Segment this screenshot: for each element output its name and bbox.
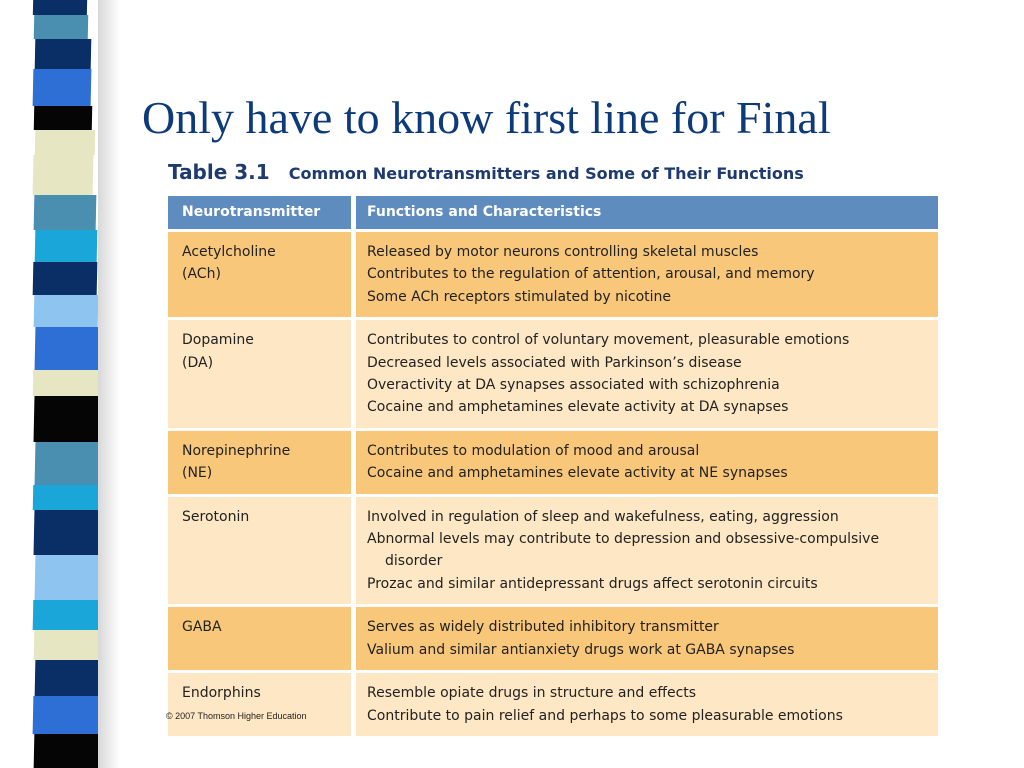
function-line: Serves as widely distributed inhibitory transmitter	[367, 619, 719, 636]
neurotransmitter-name-line: (DA)	[182, 354, 214, 371]
function-line: Decreased levels associated with Parkinson’s disease	[367, 354, 742, 371]
table-row	[168, 497, 938, 605]
function-line: Cocaine and amphetamines elevate activity at NE synapses	[367, 465, 788, 482]
table-caption	[168, 160, 804, 192]
stripe-block	[35, 39, 92, 69]
table-row	[168, 431, 938, 494]
stripe-block	[34, 195, 97, 230]
stripe-block	[35, 555, 108, 600]
neurotransmitter-name-line: Serotonin	[182, 508, 250, 525]
stripe-block	[33, 262, 98, 295]
table-row	[168, 320, 938, 428]
functions-cell	[356, 497, 938, 605]
function-line: Cocaine and amphetamines elevate activity at DA synapses	[367, 399, 789, 416]
stripe-block	[33, 0, 87, 15]
table-row	[168, 607, 938, 670]
function-line: Prozac and similar antidepressant drugs affect serotonin circuits	[367, 575, 818, 592]
slide-title: Only have to know first line for Final	[142, 92, 831, 143]
column-header-neurotransmitter: Neurotransmitter	[168, 196, 351, 229]
function-line: Contributes to modulation of mood and arousal	[367, 442, 700, 459]
neurotransmitter-name-line: (ACh)	[182, 266, 221, 283]
neurotransmitter-name-line: (NE)	[182, 465, 213, 482]
function-line: Abnormal levels may contribute to depression and obsessive-compulsive	[367, 531, 880, 548]
neurotransmitter-name-line: Acetylcholine	[182, 244, 276, 260]
stripe-block	[34, 396, 103, 442]
table-number: Table 3.1	[168, 160, 270, 184]
neurotransmitter-name-line: Norepinephrine	[182, 442, 291, 459]
stripe-block	[35, 230, 98, 262]
stripe-block	[34, 295, 99, 327]
column-header-functions: Functions and Characteristics	[356, 196, 938, 229]
functions-cell	[356, 320, 938, 428]
stripe-block	[34, 15, 89, 39]
function-line: Some ACh receptors stimulated by nicotine	[367, 288, 672, 305]
copyright-note: © 2007 Thomson Higher Education	[166, 711, 307, 721]
function-line: Contribute to pain relief and perhaps to some pleasurable emotions	[367, 707, 843, 724]
stripe-block	[33, 485, 104, 510]
neurotransmitter-name-cell	[168, 431, 351, 494]
stripe-block	[33, 600, 106, 630]
stripe-block	[33, 155, 94, 195]
stripe-block	[35, 130, 96, 155]
table-caption-text: Common Neurotransmitters and Some of Their Functions	[288, 164, 804, 183]
functions-cell	[356, 431, 938, 494]
function-line: Overactivity at DA synapses associated with schizophrenia	[367, 377, 780, 394]
functions-cell	[356, 607, 938, 670]
functions-cell	[356, 673, 938, 736]
neurotransmitter-name-cell	[168, 320, 351, 428]
function-line: Released by motor neurons controlling skeletal muscles	[367, 244, 759, 260]
stripe-block	[35, 442, 104, 485]
function-line: Contributes to control of voluntary movement, pleasurable emotions	[367, 332, 850, 349]
table-body	[168, 232, 938, 736]
function-line: Valium and similar antianxiety drugs work at GABA synapses	[367, 641, 795, 658]
table-row	[168, 673, 938, 736]
neurotransmitter-table	[168, 196, 938, 739]
stripe-block	[33, 69, 92, 106]
function-line: disorder	[385, 553, 443, 570]
function-line: Resemble opiate drugs in structure and effects	[367, 685, 697, 702]
neurotransmitter-name-line: GABA	[182, 619, 222, 636]
function-line: Contributes to the regulation of attention, arousal, and memory	[367, 266, 815, 283]
neurotransmitter-name-cell	[168, 673, 351, 736]
stripe-block	[33, 370, 100, 396]
functions-cell	[356, 232, 938, 317]
stripe-block	[35, 327, 102, 370]
neurotransmitter-name-cell	[168, 497, 351, 605]
stripe-block	[34, 106, 93, 130]
table-row	[168, 232, 938, 317]
table-header-row	[168, 196, 938, 229]
neurotransmitter-name-line: Dopamine	[182, 332, 254, 349]
neurotransmitter-name-cell	[168, 607, 351, 670]
stripe-shadow	[98, 0, 120, 768]
neurotransmitter-name-cell	[168, 232, 351, 317]
function-line: Involved in regulation of sleep and wakefulness, eating, aggression	[367, 508, 839, 525]
neurotransmitter-name-line: Endorphins	[182, 685, 261, 702]
stripe-block	[34, 510, 105, 555]
